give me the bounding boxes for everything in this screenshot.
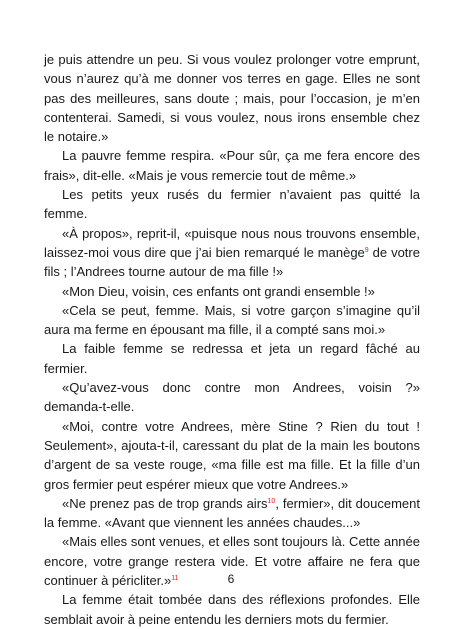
- paragraph: Les petits yeux rusés du fermier n’avaient pas quitté la femme.: [44, 187, 420, 222]
- page-number: 6: [227, 572, 235, 586]
- paragraph: je puis attendre un peu. Si vous voulez prolonger votre emprunt, vous n’aurez qu’à me donner vos terres en gage. Elles ne sont pas des meilleures, sans doute ; mais, pour l’occasion, je m’en contenterai. Samedi, si vous voulez, nous irons ensemble chez le notaire.»: [44, 52, 420, 145]
- paragraph: «Mon Dieu, voisin, ces enfants ont grandi ensemble !»: [62, 283, 375, 299]
- paragraph: La pauvre femme respira. «Pour sûr, ça me fera encore des frais», dit-elle. «Mais je vous remercie tout de même.»: [44, 148, 420, 183]
- paragraph-text: , fermier», dit doucement la femme. «Avant que viennent les années chaudes...»: [44, 495, 420, 531]
- paragraph: «Qu’avez-vous donc contre mon Andrees, voisin ?» demanda-t-elle.: [44, 380, 420, 415]
- paragraph: [44, 494, 420, 533]
- paragraph-text: «À propos», reprit-il, «puisque nous nous trouvons ensemble, laissez-moi vous dire que j’ai bien remarqué le manège: [44, 225, 420, 260]
- paragraph: La faible femme se redressa et jeta un regard fâché au fermier.: [44, 341, 420, 376]
- page-body: [44, 50, 420, 629]
- paragraph-text: «Mais elles sont venues, et elles sont toujours là. Cette année encore, votre grange restera vide. Et votre affaire ne fera que continuer à péricliter.»: [44, 534, 420, 589]
- paragraph: «Moi, contre votre Andrees, mère Stine ? Rien du tout ! Seulement», ajouta-t-il, caressant du plat de la main les boutons d’argent de sa veste rouge, «ma fille est ma fille. Et la fille d’un gros fermier peut espérer mieux que votre Andrees.»: [44, 418, 420, 492]
- paragraph-text: de votre fils ; l’Andrees tourne autour de ma fille !»: [44, 244, 420, 280]
- footnote-reference[interactable]: 10: [267, 497, 276, 505]
- paragraph: La femme était tombée dans des réflexions profondes. Elle semblait avoir à peine entendu les derniers mots du fermier.: [44, 592, 420, 627]
- paragraph-text: «Ne prenez pas de trop grands airs: [62, 495, 268, 511]
- footnote-reference[interactable]: 11: [171, 575, 179, 583]
- paragraph: «Cela se peut, femme. Mais, si votre garçon s’imagine qu’il aura ma ferme en épousant ma fille, il a compté sans moi.»: [44, 302, 420, 338]
- footnote-reference[interactable]: 9: [364, 246, 369, 254]
- paragraph: [44, 224, 420, 282]
